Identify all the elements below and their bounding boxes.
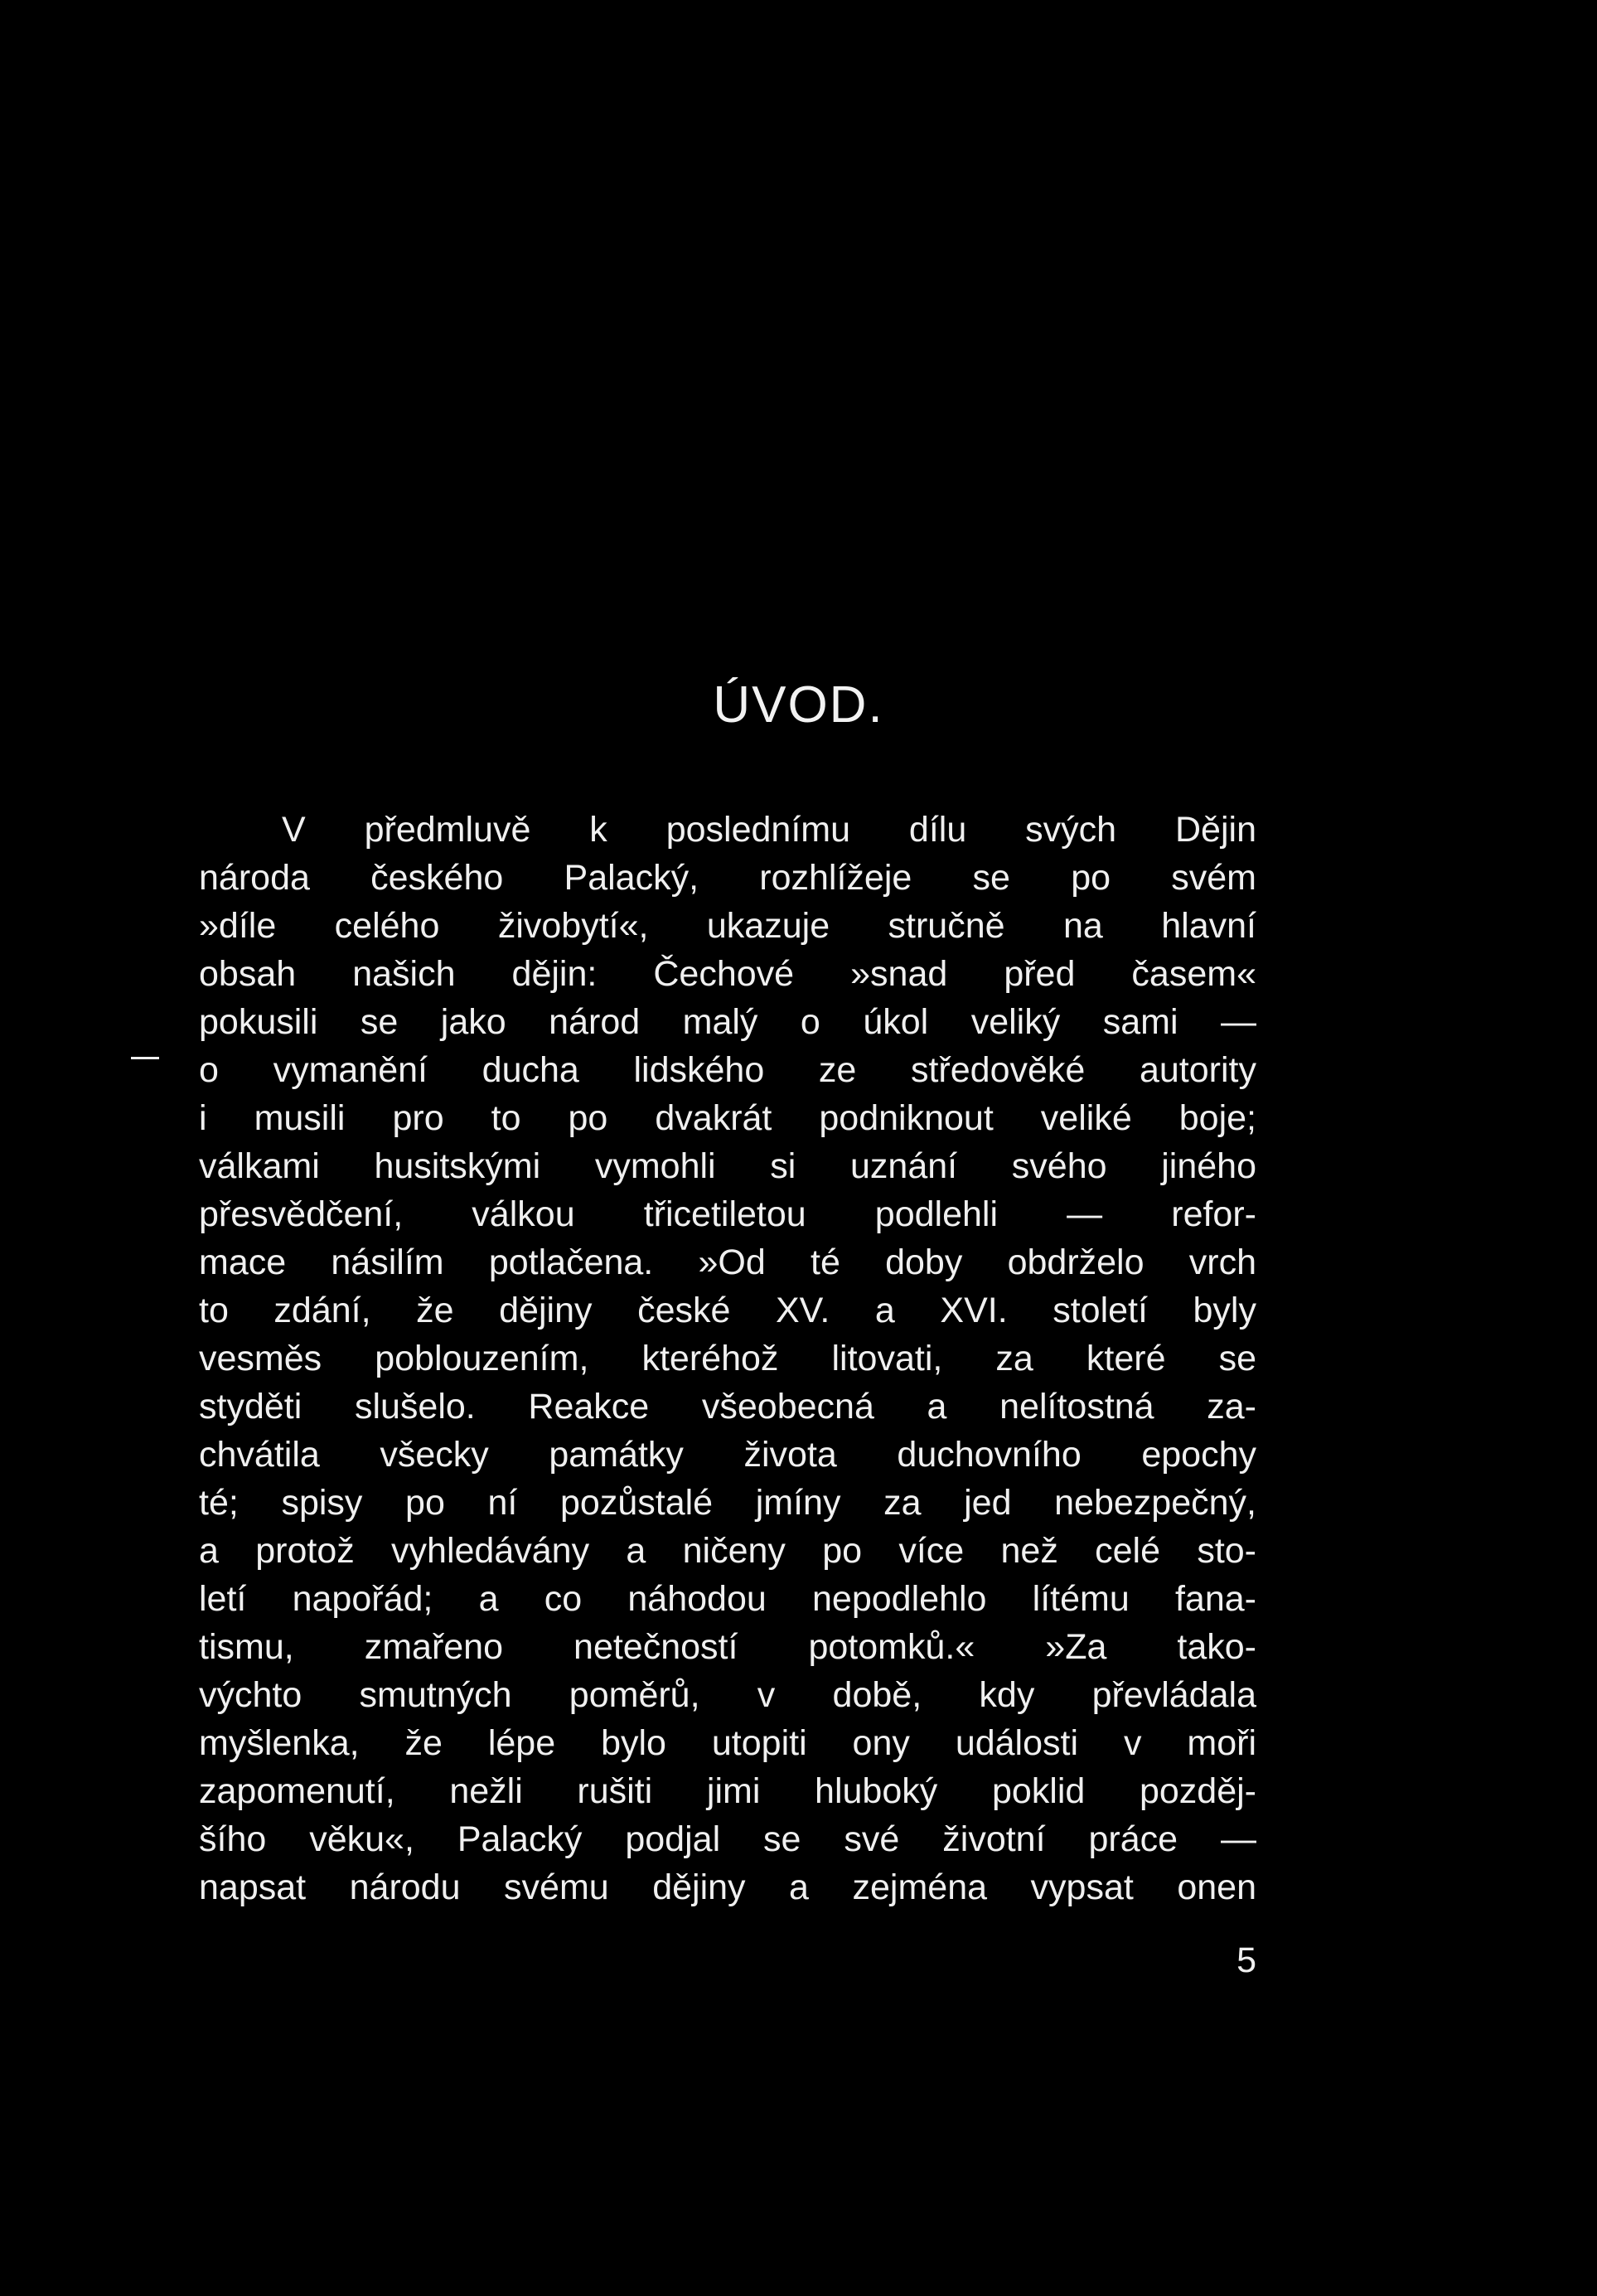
text-line: tismu, zmařeno netečností potomků.« »Za tako-: [199, 1627, 1256, 1667]
text-line: a protož vyhledávány a ničeny po více než celé sto-: [199, 1531, 1256, 1571]
text-line: mace násilím potlačena. »Od té doby obdrželo vrch: [199, 1242, 1256, 1282]
chapter-title: ÚVOD.: [713, 676, 884, 734]
text-line: zapomenutí, nežli rušiti jimi hluboký poklid pozděj-: [199, 1771, 1256, 1811]
text-line: obsah našich dějin: Čechové »snad před časem«: [199, 954, 1256, 994]
text-line: přesvědčení, válkou třicetiletou podlehli — refor-: [199, 1194, 1256, 1234]
text-line: styděti slušelo. Reakce všeobecná a nelítostná za-: [199, 1387, 1256, 1427]
text-line: i musili pro to po dvakrát podniknout veliké boje;: [199, 1098, 1256, 1138]
text-line: šího věku«, Palacký podjal se své životní práce —: [199, 1819, 1256, 1859]
margin-dash: [131, 1057, 159, 1059]
text-line: letí napořád; a co náhodou nepodlehlo lítému fana-: [199, 1579, 1256, 1619]
text-line: pokusili se jako národ malý o úkol veliký sami —: [199, 1002, 1256, 1042]
text-line: napsat národu svému dějiny a zejména vypsat onen: [199, 1867, 1256, 1907]
text-line: národa českého Palacký, rozhlížeje se po svém: [199, 858, 1256, 898]
text-line: to zdání, že dějiny české XV. a XVI. století byly: [199, 1291, 1256, 1330]
text-line: »díle celého živobytí«, ukazuje stručně na hlavní: [199, 906, 1256, 946]
text-line: myšlenka, že lépe bylo utopiti ony události v moři: [199, 1723, 1256, 1763]
text-line: výchto smutných poměrů, v době, kdy převládala: [199, 1675, 1256, 1715]
text-line: o vymanění ducha lidského ze středověké autority: [199, 1050, 1256, 1090]
text-line: té; spisy po ní pozůstalé jmíny za jed nebezpečný,: [199, 1483, 1256, 1523]
text-line: válkami husitskými vymohli si uznání svého jiného: [199, 1146, 1256, 1186]
text-line: vesměs poblouzením, kteréhož litovati, za které se: [199, 1339, 1256, 1378]
text-line: V předmluvě k poslednímu dílu svých Dějin: [282, 810, 1256, 850]
text-line: chvátila všecky památky života duchovního epochy: [199, 1435, 1256, 1475]
page-number: 5: [1236, 1940, 1256, 1980]
